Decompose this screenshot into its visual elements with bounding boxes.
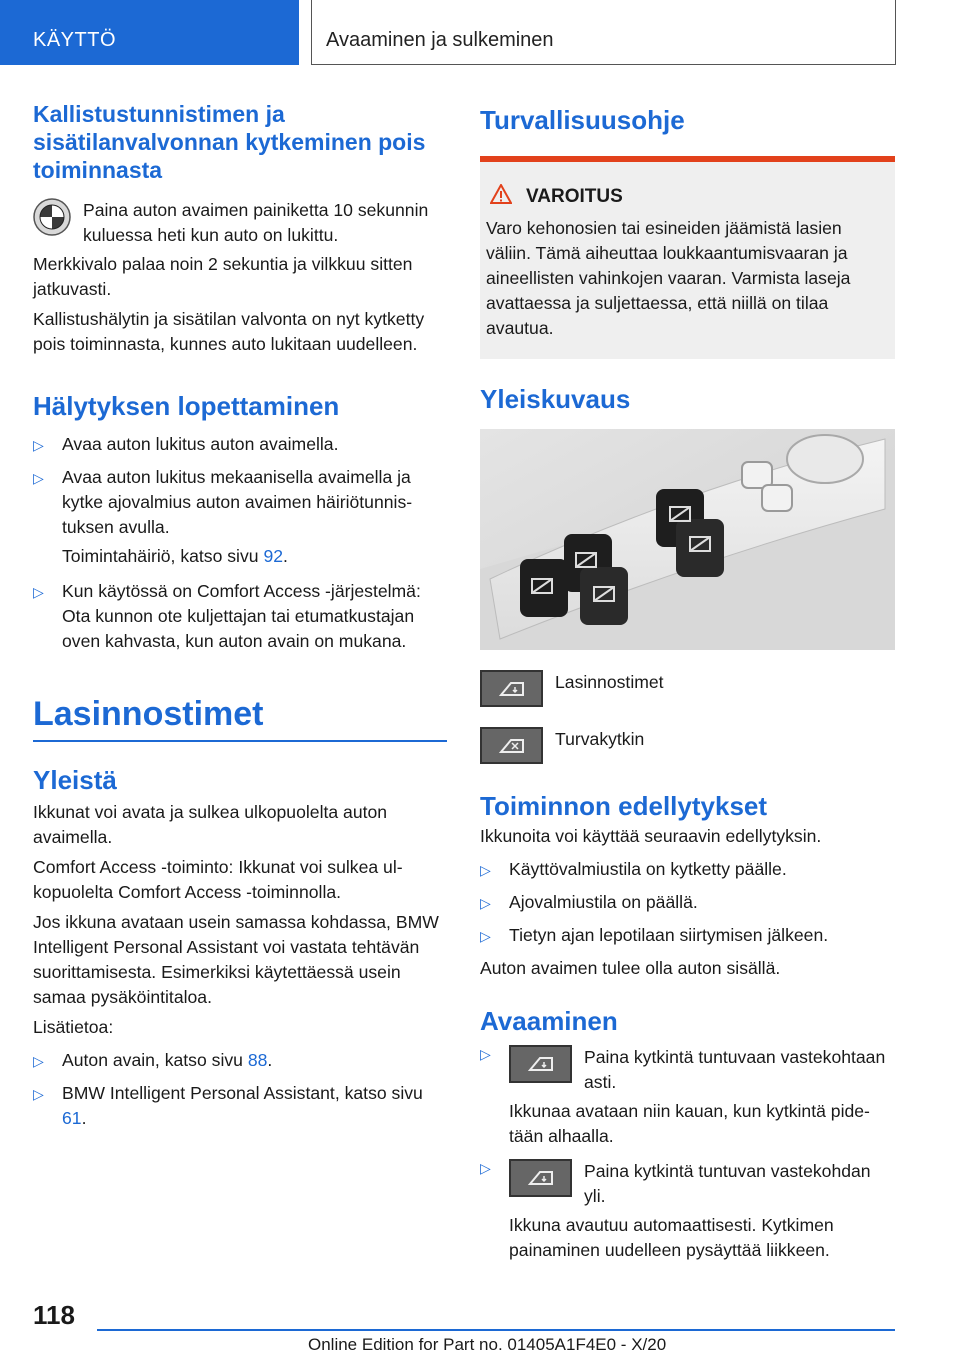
safety-heading: Turvallisuusohje xyxy=(480,105,685,135)
car-key-icon xyxy=(33,198,71,241)
requirements-list xyxy=(480,857,895,948)
tilt-heading: Kallistustunnistimen ja sisätilanvalvonnan kytkeminen pois toiminnasta xyxy=(33,101,426,183)
triangle-bullet-icon: ▷ xyxy=(33,1053,44,1069)
requirements-key-note: Auton avaimen tulee olla auton sisällä. xyxy=(480,958,781,978)
triangle-bullet-icon: ▷ xyxy=(33,470,44,486)
page-link-88[interactable]: 88 xyxy=(247,1050,268,1070)
triangle-bullet-icon: ▷ xyxy=(480,928,491,944)
opening-step-1-text: Paina kytkintä tuntuvaan vastekohtaan asti. xyxy=(584,1047,886,1092)
triangle-bullet-icon: ▷ xyxy=(33,584,44,600)
opening-step-2-detail: Ikkuna avautuu automaattisesti. Kytkimen painaminen uudelleen pysäyttää liikkeen. xyxy=(509,1215,834,1260)
list-item: ▷ Ajovalmiustila on päällä. xyxy=(480,890,895,915)
list-item: ▷ Tietyn ajan lepotilaan siirtymisen jälkeen. xyxy=(480,923,895,948)
list-item: ▷ Avaa auton lukitus auton avaimella. xyxy=(33,432,447,457)
legend-safety-switch xyxy=(480,727,895,764)
alarm-list-2 xyxy=(33,579,447,654)
legend-safety-switch-label: Turvakytkin xyxy=(555,729,645,749)
requirements-heading: Toiminnon edellytykset xyxy=(480,791,768,821)
general-paragraph-3: Jos ikkuna avataan usein samassa kohdassa, BMW Intelligent Personal Assistant voi vastata tehtävän suorittamisesta. Esimerkiksi käytettäessä usein samaa pysäköintitaloa. xyxy=(33,912,439,1007)
window-switch-icon xyxy=(480,670,543,707)
overview-heading: Yleiskuvaus xyxy=(480,384,631,414)
tilt-key-text: Paina auton avaimen painiketta 10 sekunnin kuluessa heti kun auto on lukittu. xyxy=(83,200,429,245)
section-tab: KÄYTTÖ xyxy=(0,0,299,65)
more-info-label: Lisätietoa: xyxy=(33,1017,114,1037)
right-column xyxy=(480,100,895,1268)
opening-step-1-detail: Ikkunaa avataan niin kauan, kun kytkintä pidetään alhaalla. xyxy=(509,1101,870,1146)
requirements-intro: Ikkunoita voi käyttää seuraavin edellytyksin. xyxy=(480,826,822,846)
triangle-bullet-icon: ▷ xyxy=(33,1086,44,1102)
warning-triangle-icon xyxy=(490,184,526,210)
warning-text: Varo kehonosien tai esineiden jäämistä lasien väliin. Tämä aiheuttaa loukkaantumisvaaran ja aineellisten vahinkojen vaaran. Varmista laseja avattaessa ja suljettaessa, että niillä on tilaa avautua. xyxy=(486,218,851,338)
triangle-bullet-icon: ▷ xyxy=(33,437,44,453)
triangle-bullet-icon: ▷ xyxy=(480,1160,491,1176)
alarm-heading: Hälytyksen lopettaminen xyxy=(33,391,340,421)
page-number: 118 xyxy=(33,1300,75,1330)
chapter-title: Avaaminen ja sulkeminen xyxy=(311,0,896,65)
page-link-61[interactable]: 61 xyxy=(62,1108,82,1128)
window-switch-icon xyxy=(509,1045,572,1083)
opening-step-1 xyxy=(480,1045,895,1095)
triangle-bullet-icon: ▷ xyxy=(480,1046,491,1062)
windows-heading: Lasinnostimet xyxy=(33,695,264,733)
warning-box xyxy=(480,156,895,359)
triangle-bullet-icon: ▷ xyxy=(480,862,491,878)
left-column xyxy=(33,100,447,1139)
list-item: ▷ Avaa auton lukitus mekaanisella avaimella ja kytke ajovalmius auton avaimen häiriötunnistuksen avulla. xyxy=(33,467,413,537)
list-item: ▷ BMW Intelligent Personal Assistant, katso sivu 61. xyxy=(33,1083,423,1128)
general-paragraph-2: Comfort Access -toiminto: Ikkunat voi sulkea ulkopuolelta Comfort Access -toiminnolla. xyxy=(33,857,403,902)
list-item: ▷ Kun käytössä on Comfort Access -järjestelmä: Ota kunnon ote kuljettajan tai etumatkustajan oven kahvasta, kun auton avain on mukana. xyxy=(33,581,421,651)
tilt-key-step xyxy=(33,198,447,248)
footer-edition: Online Edition for Part no. 01405A1F4E0 - X/20 xyxy=(308,1335,667,1354)
opening-heading: Avaaminen xyxy=(480,1006,618,1036)
triangle-bullet-icon: ▷ xyxy=(480,895,491,911)
general-heading: Yleistä xyxy=(33,765,117,795)
safety-switch-icon xyxy=(480,727,543,764)
warning-title-row xyxy=(486,184,889,210)
page-link-92[interactable]: 92 xyxy=(263,546,284,566)
opening-step-2 xyxy=(480,1159,895,1209)
general-paragraph-1: Ikkunat voi avata ja sulkea ulkopuolelta auton avaimella. xyxy=(33,802,388,847)
tilt-paragraph-2: Kallistushälytin ja sisätilan valvonta on nyt kytketty pois toiminnasta, kunnes auto lukitaan uudelleen. xyxy=(33,309,425,354)
alarm-list xyxy=(33,432,447,540)
legend-window-lifters xyxy=(480,670,895,707)
malfunction-reference: Toimintahäiriö, katso sivu 92. xyxy=(62,546,288,566)
more-info-list xyxy=(33,1048,447,1131)
opening-step-2-text: Paina kytkintä tuntuvan vastekohdan yli. xyxy=(584,1161,871,1206)
heading-rule xyxy=(33,740,447,742)
tilt-paragraph-1: Merkkivalo palaa noin 2 sekuntia ja vilkkuu sitten jatkuvasti. xyxy=(33,254,413,299)
legend-window-lifters-label: Lasinnostimet xyxy=(555,672,664,692)
warning-title: VAROITUS xyxy=(526,186,623,207)
list-item: ▷ Käyttövalmiustila on kytketty päälle. xyxy=(480,857,895,882)
footer-rule xyxy=(97,1329,895,1331)
window-switch-photo xyxy=(480,429,895,650)
window-switch-icon xyxy=(509,1159,572,1197)
list-item: ▷ Auton avain, katso sivu 88. xyxy=(33,1048,447,1073)
